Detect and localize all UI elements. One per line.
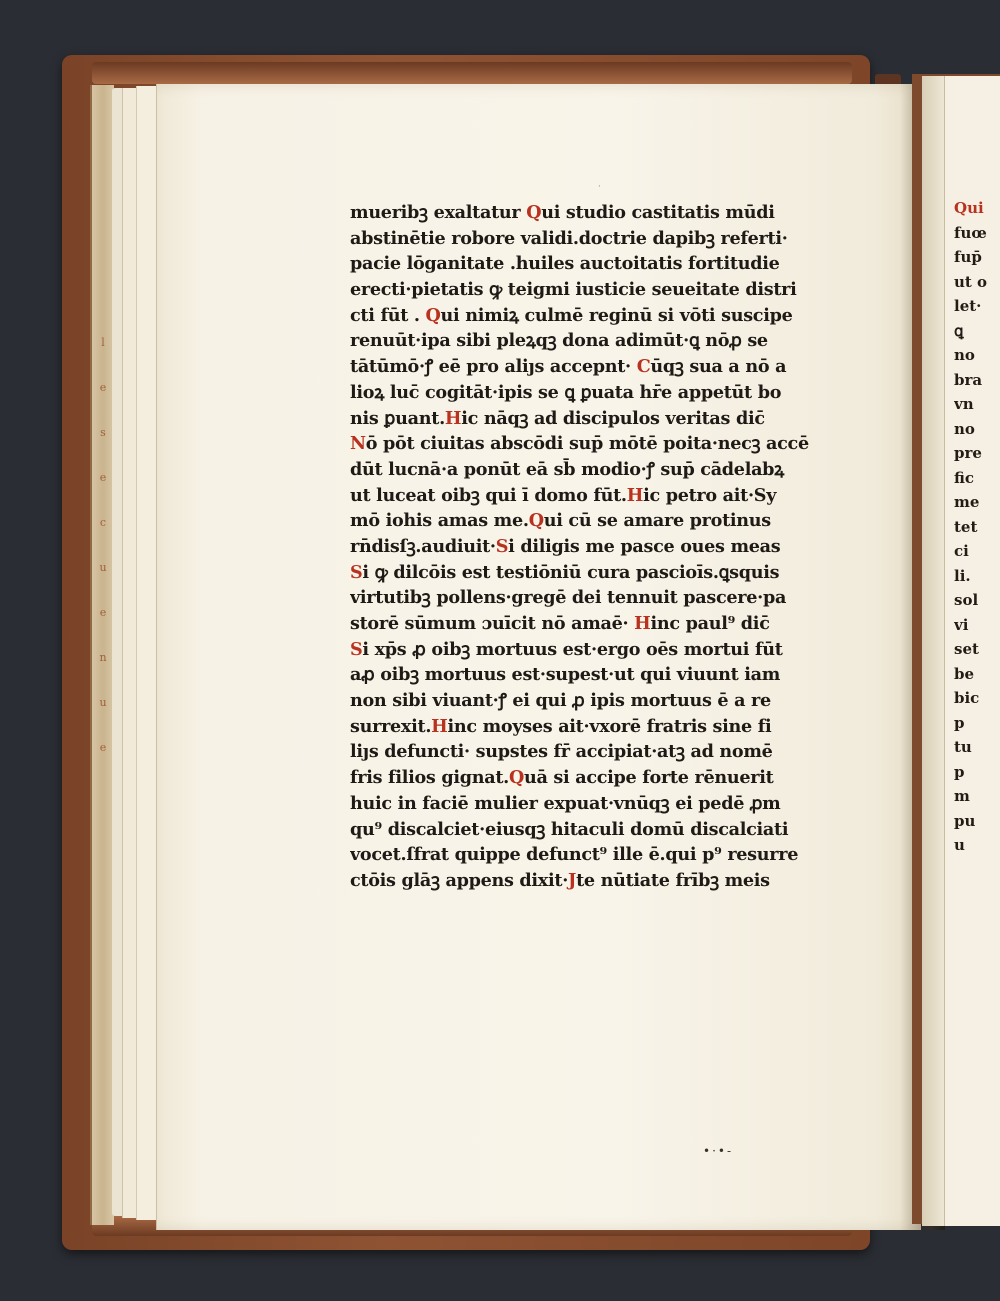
facing-text-line: fic (954, 468, 975, 487)
text-line (350, 560, 822, 586)
rubric-initial: S (495, 535, 509, 557)
text-run: pacie lōganitate .huiles auctoitatis fortitudie (350, 253, 780, 275)
facing-page-text (954, 196, 1000, 858)
text-run: cti fūt . (350, 304, 420, 326)
text-line (350, 585, 822, 611)
spine-mark: e (99, 606, 107, 619)
facing-text-line: tet (954, 517, 978, 536)
text-line (350, 508, 822, 534)
facing-text-line: pre (954, 444, 982, 462)
text-run: te nūtiate frībꝫ meis (576, 869, 770, 891)
rubric-initial: N (350, 433, 366, 455)
text-run: surrexit. (350, 715, 432, 737)
text-line (350, 662, 822, 688)
facing-text-line: li. (954, 566, 971, 585)
text-line (350, 791, 822, 817)
text-run: ic nāqꝫ ad discipulos veritas dic̄ (461, 407, 765, 429)
rubric-initial: Q (419, 304, 441, 326)
text-line (350, 688, 822, 714)
text-line (350, 842, 822, 868)
facing-text-line: p (954, 713, 965, 732)
text-run: aꝓ oibꝫ mortuus est·supest·ut qui viuunt iam (350, 664, 781, 686)
text-run: ō pōt ciuitas abscōdi sup̄ mōtē poita·necꝫ accē (365, 433, 809, 455)
text-run: mueribꝫ exaltatur (350, 202, 527, 223)
text-run: abstinētie robore validi.doctrie dapibꝫ referti· (350, 227, 788, 249)
text-line (350, 765, 822, 791)
text-run: ui cū se amare protinus (543, 510, 771, 532)
text-run: ctōis glāꝫ appens dixit· (350, 869, 569, 891)
rubric-initial: H (431, 715, 448, 737)
text-run: ui nimiꝝ culmē reginū si vōti suscipe (440, 304, 793, 326)
spine-mark: u (99, 696, 107, 709)
text-run: huic in faciē mulier expuat·vnūqꝫ ei pedē ꝓm (350, 792, 781, 814)
facing-text-line: fuœ (954, 223, 987, 242)
facing-text-line: set (954, 640, 979, 658)
text-run: inc paul⁹ dic̄ (650, 613, 770, 634)
text-run: lioꝝ luc̄ cogitāt·ipis se ꝗ ꝑuata hr̄e appetūt bo (350, 381, 782, 403)
facing-text-line: tu (954, 738, 972, 756)
facing-text-line: pu (954, 811, 976, 830)
rubric-initial: Q (526, 202, 542, 223)
text-run: erecti·pietatis ꝙ teigmi iusticie seueitate distri (350, 279, 797, 301)
text-run: uā si accipe forte rēnuerit (524, 767, 774, 789)
spine-mark: c (99, 516, 107, 529)
text-line (350, 483, 822, 509)
text-run: non sibi viuant·ꝭ ei qui ꝓ ipis mortuus ē a re (350, 690, 771, 712)
text-line (350, 303, 822, 329)
facing-text-line: ci (954, 542, 969, 560)
page-text-block (350, 200, 822, 894)
facing-text-line: me (954, 493, 980, 511)
text-line (350, 739, 822, 765)
text-run: renuūt·ipa sibi pleꝝqꝫ dona adimūt·ꝗ nōꝓ se (350, 330, 768, 352)
facing-text-line: be (954, 664, 975, 683)
text-line (350, 817, 822, 843)
facing-text-line: let· (954, 297, 982, 315)
catchword-marks: •·•- (703, 1144, 734, 1158)
rubric-initial: C (636, 356, 651, 378)
text-line (350, 354, 822, 380)
text-run: i diligis me pasce oues meas (508, 535, 781, 557)
facing-text-line: bic (954, 689, 980, 707)
facing-text-line: sol (954, 591, 979, 609)
spine-mark: u (99, 561, 107, 574)
text-run: ui studio castitatis mūdi (541, 202, 775, 223)
text-line (350, 380, 822, 406)
text-run: ic petro ait·Sy (643, 484, 777, 506)
text-line (350, 534, 822, 560)
spine-mark: e (99, 741, 107, 754)
spine-mark: e (99, 381, 107, 394)
spine-mark: n (99, 651, 107, 664)
rubric-initial: J (568, 869, 577, 891)
facing-text-line: m (954, 787, 970, 805)
text-line (350, 637, 822, 663)
facing-text-line: vn (954, 395, 974, 413)
facing-text-line: ut o (954, 272, 988, 291)
facing-text-line: fup̄ (954, 248, 982, 266)
text-line (350, 457, 822, 483)
text-line (350, 611, 822, 637)
text-line (350, 868, 822, 894)
text-run: rn̄disſꝫ.audiuit· (350, 535, 496, 557)
text-run: tātūmō·ꝭ eē pro aliȷs accepnt· (350, 356, 637, 378)
text-run: qu⁹ discalciet·eiusqꝫ hitaculi domū discalciati (350, 818, 789, 840)
facing-text-line: Qui (954, 199, 984, 217)
spine-mark: e (99, 471, 107, 484)
facing-text-line: no (954, 346, 975, 364)
facing-text-line: u (954, 836, 965, 854)
rubric-initial: H (626, 484, 644, 506)
rubric-initial: Q (528, 510, 544, 532)
text-run: i ꝙ dilcōis est testiōniū cura pascioīs.ꝗsquis (362, 561, 780, 583)
rubric-initial: H (634, 613, 651, 634)
facing-text-line: p (954, 762, 965, 781)
facing-text-line: no (954, 419, 975, 438)
text-line (350, 406, 822, 432)
cover-top-edge (92, 62, 852, 84)
spine-mark: s (100, 426, 106, 439)
text-line (350, 277, 822, 303)
facing-text-line: vi (954, 615, 969, 634)
text-run: inc moyses ait·vxorē fratris sine fi (447, 715, 772, 737)
text-line (350, 714, 822, 740)
text-run: vocet.ſfrat quippe defunct⁹ ille ē.qui p⁹ resurre (350, 844, 799, 866)
facing-text-line: bra (954, 370, 983, 389)
facing-text-line: ꝗ (954, 321, 964, 340)
text-run: nis ꝑuant. (350, 407, 445, 429)
spine-strip (90, 85, 114, 1225)
text-run: mō iohis amas me. (350, 510, 529, 532)
text-run: ut luceat oibꝫ qui ī domo fūt. (350, 484, 627, 506)
page-top-mark: · (598, 182, 601, 192)
text-run: fris filios gignat. (350, 767, 509, 789)
text-run: i xp̄s ꝓ oibꝫ mortuus est·ergo oēs mortui fūt (362, 638, 783, 660)
text-line (350, 251, 822, 277)
rubric-initial: S (350, 561, 363, 583)
text-run: liȷs defuncti· supstes fr̄ accipiat·atꝫ ad nomē (350, 741, 773, 763)
text-run: ūqꝫ sua a nō a (650, 356, 787, 378)
text-line (350, 226, 822, 252)
rubric-initial: H (444, 407, 462, 429)
rubric-initial: S (350, 638, 363, 660)
text-line (350, 200, 822, 226)
spine-mark: l (101, 336, 105, 349)
text-run: dūt lucnā·a ponūt eā sb̄ modio·ꝭ sup̄ cādelabꝝ (350, 458, 785, 480)
text-line (350, 328, 822, 354)
text-run: virtutibꝫ pollens·gregē dei tennuit pascere·pa (350, 587, 787, 609)
text-line (350, 431, 822, 457)
rubric-initial: Q (508, 767, 524, 789)
text-run: storē sūmum ɔuīcit nō amaē· (350, 613, 635, 634)
